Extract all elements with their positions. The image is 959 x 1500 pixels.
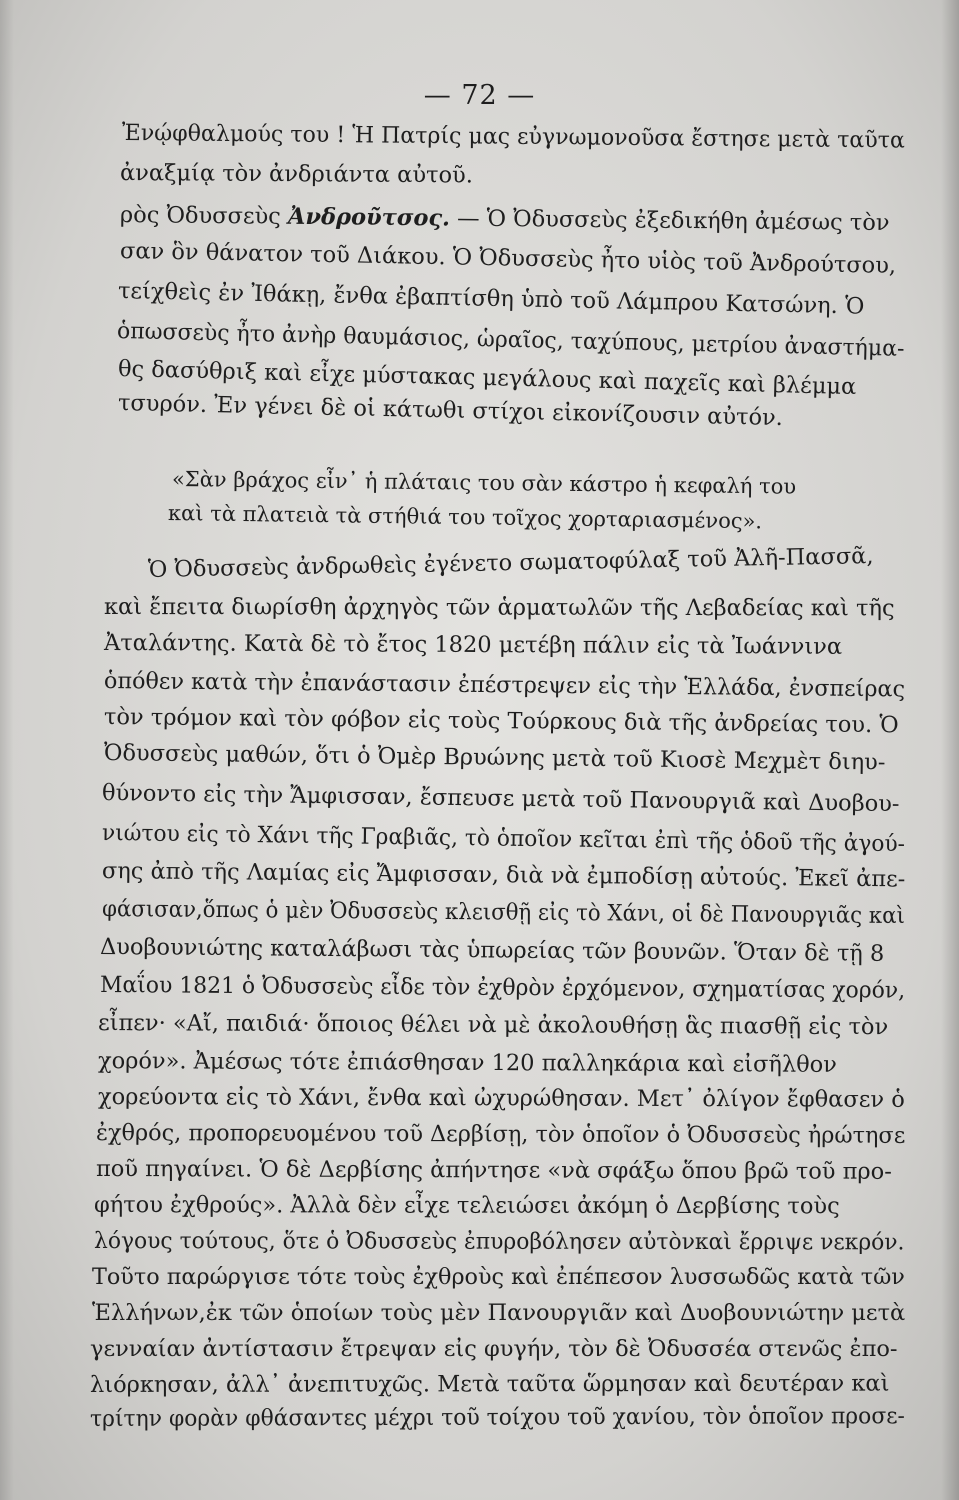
text-line-4: σαν ὃν θάνατον τοῦ Διάκου. Ὁ Ὀδυσσεὺς ἦτο υἱὸς τοῦ Ἀνδρούτσου, (119, 238, 897, 279)
text-line-13: τὸν τρόμον καὶ τὸν φόβον εἰς τοὺς Τούρκους διὰ τῆς ἀνδρείας του. Ὁ (103, 704, 899, 739)
text-line-11: Ἀταλάντης. Κατὰ δὲ τὸ ἔτος 1820 μετέβη πάλιν εἰς τὰ Ἰωάννινα (103, 630, 843, 660)
text-line-32: τρίτην φορὰν φθάσαντες μέχρι τοῦ τοίχου τοῦ χανίου, τὸν ὁποῖον προσε- (89, 1403, 905, 1432)
text-line-20: Μαΐου 1821 ὁ Ὀδυσσεὺς εἶδε τὸν ἐχθρὸν ἐρχόμενον, σχηματίσας χορόν, (99, 972, 906, 1004)
page-edge-shadow (941, 0, 959, 1500)
text-line-31: λιόρκησαν, ἀλλ᾽ ἀνεπιτυχῶς. Μετὰ ταῦτα ὥρμησαν καὶ δευτέραν καὶ (89, 1370, 890, 1398)
text-line-26: φήτου ἐχθρούς». Ἀλλὰ δὲν εἶχε τελειώσει ἀκόμη ὁ Δερβίσης τοὺς (93, 1192, 840, 1220)
quote-line-1: «Σὰν βράχος εἶν᾽ ἡ πλάταις του σὰν κάστρο ἡ κεφαλή του (171, 467, 797, 499)
text-line-16: νιώτου εἰς τὸ Χάνι τῆς Γραβιᾶς, τὸ ὁποῖον κεῖται ἐπὶ τῆς ὁδοῦ τῆς ἀγού- (101, 820, 906, 858)
heading-name: Ἀνδροῦτσος. (287, 203, 451, 232)
text-line-6: ὁπωσσεὺς ἦτο ἀνὴρ θαυμάσιος, ὡραῖος, ταχύπους, μετρίου ἀναστήμα- (116, 318, 905, 362)
text-line-23: χορεύοντα εἰς τὸ Χάνι, ἔνθα καὶ ὠχυρώθησαν. Μετ᾽ ὀλίγον ἔφθασεν ὁ (97, 1084, 905, 1113)
page-left-shadow (0, 0, 14, 1500)
text-line-3-start: ρὸς Ὀδυσσεὺς (119, 202, 289, 230)
text-line-5: τείχθεὶς ἐν Ἰθάκῃ, ἔνθα ἐβαπτίσθη ὑπὸ τοῦ Λάμπρου Κατσώνη. Ὁ (117, 278, 865, 320)
text-line-9: Ὁ Ὀδυσσεὺς ἀνδρωθεὶς ἐγένετο σωματοφύλαξ τοῦ Ἀλῆ-Πασσᾶ, (147, 543, 874, 583)
text-line-12: ὁπόθεν κατὰ τὴν ἐπανάστασιν ἐπέστρεψεν εἰς τὴν Ἑλλάδα, ἐνσπείρας (103, 668, 906, 703)
text-line-19: Δυοβουνιώτης καταλάβωσι τὰς ὑπωρείας τῶν βουνῶν. Ὅταν δὲ τῇ 8 (99, 934, 885, 967)
text-line-17: σης ἀπὸ τῆς Λαμίας εἰς Ἄμφισσαν, διὰ νὰ ἐμποδίσῃ αὐτούς. Ἐκεῖ ἀπε- (101, 858, 906, 893)
text-line-25: ποῦ πηγαίνει. Ὁ δὲ Δερβίσης ἀπήντησε «νὰ σφάξω ὅπου βρῶ τοῦ προ- (95, 1156, 892, 1185)
text-line-14: Ὀδυσσεὺς μαθών, ὅτι ὁ Ὀμὲρ Βρυώνης μετὰ τοῦ Κιοσὲ Μεχμὲτ διηυ- (103, 740, 886, 776)
text-line-15: θύνοντο εἰς τὴν Ἄμφισσαν, ἔσπευσε μετὰ τοῦ Πανουργιᾶ καὶ Δυοβου- (101, 780, 900, 818)
text-line-2: ἀναξμίᾳ τὸν ἀνδριάντα αὐτοῦ. (119, 160, 473, 189)
text-line-7: θς δασύθριξ καὶ εἶχε μύστακας μεγάλους καὶ παχεῖς καὶ βλέμμα (117, 356, 857, 401)
page-number: — 72 — (423, 80, 536, 111)
text-line-24: ἐχθρός, προπορευομένου τοῦ Δερβίσῃ, τὸν ὁποῖον ὁ Ὀδυσσεὺς ἠρώτησε (95, 1120, 906, 1149)
text-line-22: χορόν». Ἀμέσως τότε ἐπιάσθησαν 120 παλληκάρια καὶ εἰσῆλθον (97, 1048, 837, 1078)
text-line-27: λόγους τούτους, ὅτε ὁ Ὀδυσσεὺς ἐπυροβόλησεν αὐτὸνκαὶ ἔρριψε νεκρόν. (93, 1228, 905, 1256)
text-line-3 (120, 200, 890, 238)
quote-line-2: καὶ τὰ πλατειὰ τὰ στήθιά του τοῖχος χορταριασμένος». (167, 501, 763, 534)
text-line-29: Ἑλλήνων,ἐκ τῶν ὁποίων τοὺς μὲν Πανουργιᾶν καὶ Δυοβουνιώτην μετὰ (92, 1300, 906, 1326)
text-line-8: τσυρόν. Ἐν γένει δὲ οἱ κάτωθι στίχοι εἰκονίζουσιν αὐτόν. (117, 390, 784, 432)
text-line-28: Τοῦτο παρώργισε τότε τοὺς ἐχθροὺς καὶ ἐπέπεσον λυσσωδῶς κατὰ τῶν (92, 1264, 905, 1290)
text-line-10: καὶ ἔπειτα διωρίσθη ἀρχηγὸς τῶν ἁρματωλῶν τῆς Λεβαδείας καὶ τῆς (103, 594, 895, 622)
text-line-3-end: — Ὁ Ὀδυσσεὺς ἐξεδικήθη ἀμέσως τὸν (456, 205, 890, 237)
text-line-30: γενναίαν ἀντίστασιν ἔτρεψαν εἰς φυγήν, τὸν δὲ Ὀδυσσέα στενῶς ἐπο- (90, 1336, 898, 1362)
text-line-18: φάσισαν,ὅπως ὁ μὲν Ὀδυσσεὺς κλεισθῇ εἰς τὸ Χάνι, οἱ δὲ Πανουργιᾶς καὶ (101, 896, 905, 930)
text-line-1: Ἐνῴφθαλμούς του ! Ἡ Πατρίς μας εὐγνωμονοῦσα ἔστησε μετὰ ταῦτα (121, 120, 905, 154)
text-line-21: εἶπεν· «Αἴ, παιδιά· ὅποιος θέλει νὰ μὲ ἀκολουθήσῃ ἃς πιασθῇ εἰς τὸν (97, 1010, 889, 1041)
